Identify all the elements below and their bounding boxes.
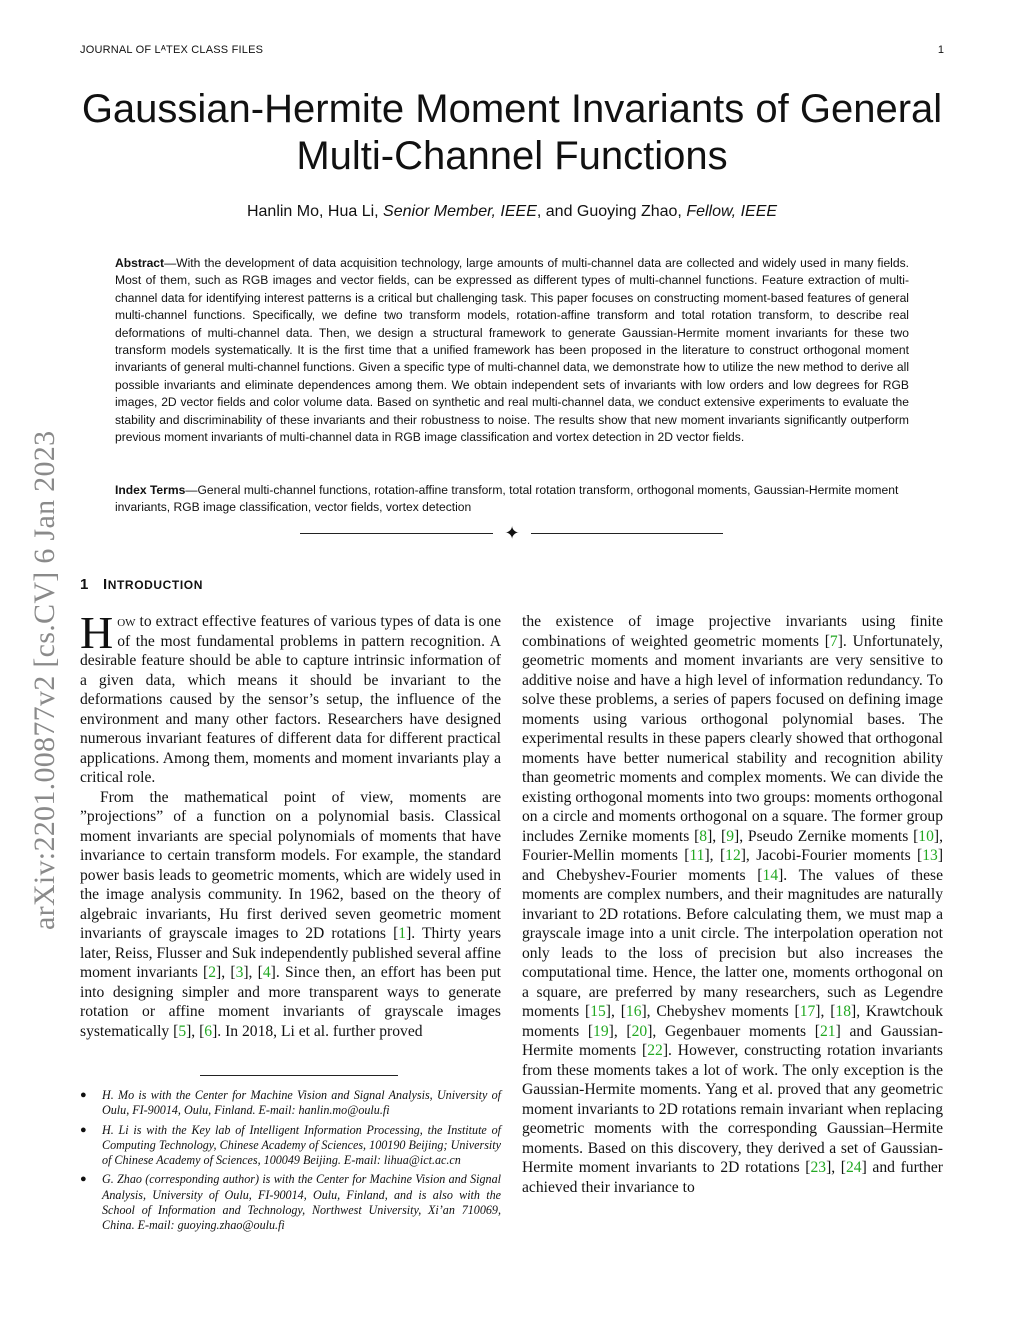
paper-title: [60, 86, 964, 180]
citation-link[interactable]: 19: [593, 1022, 609, 1040]
text-run: ], [: [186, 1022, 205, 1040]
left-column: [80, 607, 502, 1041]
author-list: [60, 203, 964, 221]
text-run: ], Gegenbauer moments [: [647, 1022, 820, 1040]
citation-link[interactable]: 18: [835, 1003, 851, 1020]
citation-link[interactable]: 7: [829, 632, 838, 650]
text-run: ], [: [815, 1003, 836, 1020]
citation-link[interactable]: 12: [725, 847, 741, 864]
citation-link[interactable]: 5: [178, 1022, 187, 1040]
right-column-paragraph: [522, 612, 943, 1197]
text-run: ], [: [704, 847, 726, 864]
arxiv-stamp: arXiv:2201.00877v2 [cs.CV] 6 Jan 2023: [28, 430, 61, 930]
bullet-icon: ●: [80, 1123, 87, 1136]
author-role-2: Fellow, IEEE: [686, 203, 778, 220]
citation-link[interactable]: 24: [846, 1159, 862, 1176]
text-run: ] and Chebyshev-Fourier moments [: [522, 847, 944, 884]
index-terms-label: Index Terms: [115, 483, 186, 497]
author-role-1: Senior Member, IEEE: [383, 203, 537, 220]
text-run: ]. The values of these moments are complex numbers, and their magnitudes are naturally invariant to 2D rotations. Before calculating them, we must map a grayscale image into a unit circle. The interpolation operation not only leads to the loss of precision but also increases the computational time. Hence, the latter one, moments orthogonal on a square, are preferred by many researchers, such as Legendre moments [: [522, 866, 943, 1020]
abstract-text: —With the development of data acquisition technology, large amounts of multi-channel data are collected and widely used in many fields. Most of them, such as RGB images and vector fields, can be expressed as different types of multi-channel functions. Feature extraction of multi-channel data for identifying interest patterns is a critical but challenging task. This paper focuses on constructing moment-based features of general multi-channel functions. Specifically, we define two transform models, rotation-affine transform and total rotation transform, to describe real deformations of multi-channel data. Then, we design a structural framework to generate Gaussian-Hermite moment invariants for these two transform models systematically. It is the first time that a unified framework has been proposed in the literature to construct orthogonal moment invariants of general multi-channel functions. Given a specific type of multi-channel data, we demonstrate how to utilize the new method to derive all possible invariants and eliminate dependences among them. We obtain independent sets of invariants with low orders and low degrees for RGB images, 2D vector fields and color volume data. Based on synthetic and real multi-channel data, we conduct extensive experiments to evaluate the stability and discriminability of these invariants and their robustness to noise. The results show that new moment invariants significantly outperform previous moment invariants of multi-channel data in RGB image classification and vortex detection in 2D vector fields.: [115, 256, 909, 445]
footnote-text: H. Mo is with the Center for Machine Vision and Signal Analysis, University of Oulu, FI-90014, Oulu, Finland. E-mail: hanlin.mo@oulu.fi: [102, 1088, 501, 1118]
citation-link[interactable]: 11: [689, 847, 705, 864]
text-run: ], [: [826, 1159, 846, 1176]
citation-link[interactable]: 15: [590, 1003, 606, 1020]
text-run: ], Pseudo Zernike moments [: [734, 827, 919, 845]
footnote-item: [80, 1088, 501, 1119]
footnote-item: [80, 1172, 501, 1233]
footnote-text: H. Li is with the Key lab of Intelligent Information Processing, the Institute of Computing Technology, Chinese Academy of Sciences, 100190 Beijing; University of Chinese Academy of Sciences, 100049 Beijing. E-mail: lihua@ict.ac.cn: [102, 1122, 501, 1168]
citation-link[interactable]: 23: [810, 1159, 827, 1176]
text-run: ], Jacobi-Fourier moments [: [740, 847, 923, 864]
section-heading-introduction: [80, 576, 203, 593]
section-number: 1: [80, 576, 89, 593]
intro-paragraph-1: [80, 607, 501, 788]
citation-link[interactable]: 14: [762, 866, 779, 884]
authors-part-1: Hanlin Mo, Hua Li,: [246, 203, 379, 220]
footnotes: [80, 1088, 501, 1238]
separator-line-right: [531, 533, 723, 534]
section-title-initial: I: [102, 576, 108, 593]
text-run: From the mathematical point of view, moments are ”projections” of a function on a polynomial basis. Classical moment invariants are special polynomials of moments that have invariance to certain transform models. For example, the standard power basis leads to geometric moments, which are widely used in the image analysis community. In 1962, based on the theory of algebraic invariants, Hu first derived seven geometric moment invariants of grayscale images to 2D rotations [: [80, 788, 501, 942]
text-run: ], Chebyshev moments [: [641, 1003, 800, 1020]
citation-link[interactable]: 3: [235, 964, 244, 981]
citation-link[interactable]: 9: [726, 827, 734, 845]
separator-line-left: [300, 533, 493, 534]
text-run: ], Fourier-Mellin moments [: [522, 827, 943, 864]
abstract: [115, 255, 909, 446]
paragraph-1-text: to extract effective features of various types of data is one of the most fundamental problems in pattern recognition. A desirable feature should be able to capture intrinsic information of a given data, which means it should be invariant to the deformations caused by the sensor’s setup, the influence of the environment and many other factors. Researchers have designed numerous invariant features of different data for different practical applications. Among them, moments and moment invariants play a critical role.: [80, 613, 501, 786]
text-run: ] and Gaussian-Hermite moments [: [522, 1022, 943, 1059]
dropcap-letter: H: [80, 607, 114, 658]
dropcap-continuation: ow: [117, 613, 136, 630]
text-run: ]. Thirty years later, Reiss, Flusser and Suk independently published several affine moment invariants [: [80, 925, 502, 981]
page-number: 1: [937, 44, 944, 56]
title-line-2: Multi-Channel Functions: [296, 134, 728, 178]
citation-link[interactable]: 13: [922, 847, 938, 864]
text-run: ]. Unfortunately, geometric moments and moment invariants are very sensitive to additive noise and have a high level of information redundancy. To solve these problems, a series of papers focused on defining image moments using various orthogonal polynomial bases. The experimental results in these papers clearly showed that orthogonal moments have better numerical stability and recognition ability than geometric moments and complex moments. We can divide the existing orthogonal moments into two groups: moments orthogonal on a circle and moments orthogonal on a square. The former group includes Zernike moments [: [522, 632, 943, 845]
index-terms: [115, 482, 909, 517]
text-run: ], Krawtchouk moments [: [522, 1003, 943, 1040]
text-run: ], [: [605, 1003, 626, 1020]
citation-link[interactable]: 8: [699, 827, 708, 845]
footnote-rule: [200, 1075, 398, 1076]
bullet-icon: ●: [80, 1173, 87, 1186]
citation-link[interactable]: 6: [204, 1022, 213, 1040]
citation-link[interactable]: 17: [799, 1003, 816, 1020]
text-run: the existence of image projective invariants using finite combinations of weighted geometric moments [: [522, 613, 943, 650]
title-line-1: Gaussian-Hermite Moment Invariants of General: [81, 87, 943, 131]
text-run: ], [: [243, 964, 263, 981]
intro-paragraph-2: [80, 788, 501, 1042]
bullet-icon: ●: [80, 1089, 87, 1101]
text-run: ], [: [608, 1022, 632, 1040]
text-run: ]. Since then, an effort has been put into designing simpler and more transparent ways to generate rotation or affine moment invariants of grayscale images systematically [: [80, 964, 501, 1040]
citation-link[interactable]: 20: [631, 1022, 648, 1040]
citation-link[interactable]: 4: [262, 964, 271, 981]
citation-link[interactable]: 2: [208, 964, 217, 981]
citation-link[interactable]: 16: [625, 1003, 642, 1020]
footnote-item: [80, 1123, 501, 1169]
abstract-label: Abstract: [115, 256, 165, 270]
citation-link[interactable]: 22: [647, 1042, 663, 1059]
text-run: ], [: [707, 827, 727, 845]
separator-diamond-icon: ✦: [504, 523, 520, 543]
citation-link[interactable]: 1: [398, 925, 407, 942]
right-column: [522, 612, 943, 1197]
authors-part-2: , and Guoying Zhao,: [536, 203, 682, 220]
index-terms-text: —General multi-channel functions, rotation-affine transform, total rotation transform, orthogonal moments, Gaussian-Hermite moment invariants, RGB image classification, vector fields, vortex detection: [115, 483, 899, 515]
text-run: ]. In 2018, Li et al. further proved: [212, 1022, 423, 1040]
citation-link[interactable]: 21: [819, 1022, 836, 1040]
footnote-text: G. Zhao (corresponding author) is with the Center for Machine Vision and Signal Analysis, University of Oulu, FI-90014, Oulu, Finland, and is also with the School of Information and Technology, Northwest University, Xi’an 710069, China. E-mail: guoying.zhao@oulu.fi: [102, 1172, 501, 1233]
text-run: ] and further achieved their invariance to: [522, 1159, 944, 1196]
section-title-rest: NTRODUCTION: [107, 578, 203, 592]
text-run: ], [: [216, 964, 236, 981]
text-run: ]. However, constructing rotation invariants from these moments takes a lot of work. The only exception is the Gaussian-Hermite moments. Yang et al. proved that any geometric moment invariants to 2D rotations remain invariant when replacing geometric moments with the corresponding Gaussian–Hermite moments. Based on this discovery, they derived a set of Gaussian-Hermite moment invariants to 2D rotations [: [522, 1042, 943, 1176]
running-head: JOURNAL OF LᴬTEX CLASS FILES: [80, 44, 264, 56]
citation-link[interactable]: 10: [918, 827, 934, 845]
